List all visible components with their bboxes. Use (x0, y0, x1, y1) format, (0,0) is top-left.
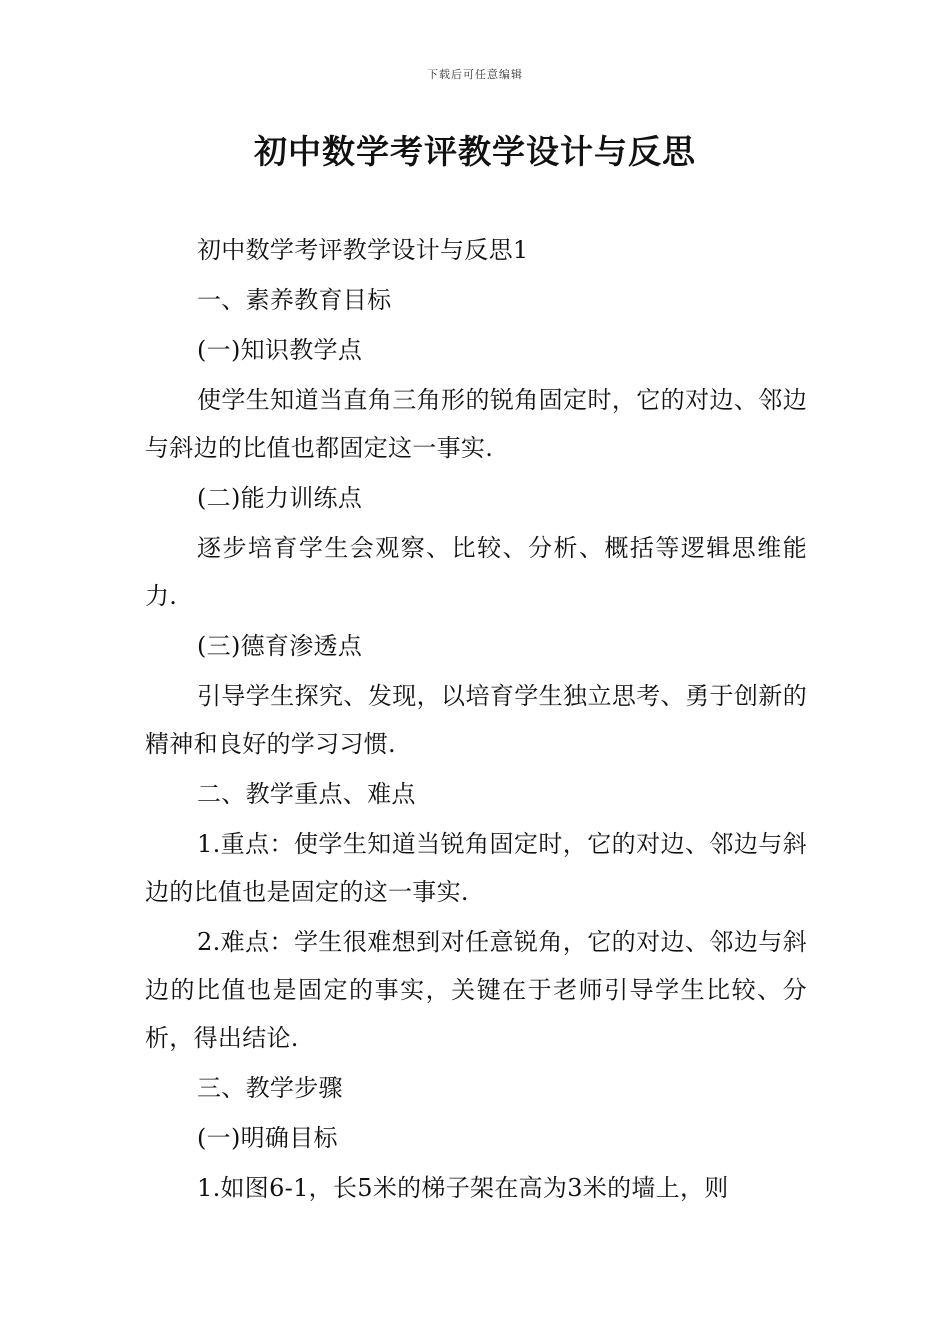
section-heading: 一、素养教育目标 (197, 286, 392, 314)
body-paragraph: 2.难点：学生很难想到对任意锐角，它的对边、邻边与斜边的比值也是固定的事实，关键在于老师引导学生比较、分析，得出结论. (145, 928, 807, 1052)
body-paragraph: 1.如图6-1，长5米的梯子架在高为3米的墙上，则 (197, 1174, 729, 1202)
document-body (145, 226, 807, 1214)
body-paragraph: 逐步培育学生会观察、比较、分析、概括等逻辑思维能力. (145, 534, 807, 610)
subsection-heading: (一)明确目标 (197, 1124, 338, 1152)
header-note: 下载后可任意编辑 (427, 68, 523, 81)
body-paragraph: 使学生知道当直角三角形的锐角固定时，它的对边、邻边与斜边的比值也都固定这一事实. (145, 386, 807, 462)
subsection-heading: (二)能力训练点 (197, 484, 363, 512)
subsection-heading: (一)知识教学点 (197, 336, 363, 364)
section-heading: 二、教学重点、难点 (197, 780, 416, 808)
subtitle-paragraph: 初中数学考评教学设计与反思1 (197, 236, 529, 264)
body-paragraph: 引导学生探究、发现，以培育学生独立思考、勇于创新的精神和良好的学习习惯. (145, 682, 807, 758)
subsection-heading: (三)德育渗透点 (197, 632, 363, 660)
body-paragraph: 1.重点：使学生知道当锐角固定时，它的对边、邻边与斜边的比值也是固定的这一事实. (145, 830, 807, 906)
document-title: 初中数学考评教学设计与反思 (254, 132, 696, 171)
section-heading: 三、教学步骤 (197, 1074, 343, 1102)
